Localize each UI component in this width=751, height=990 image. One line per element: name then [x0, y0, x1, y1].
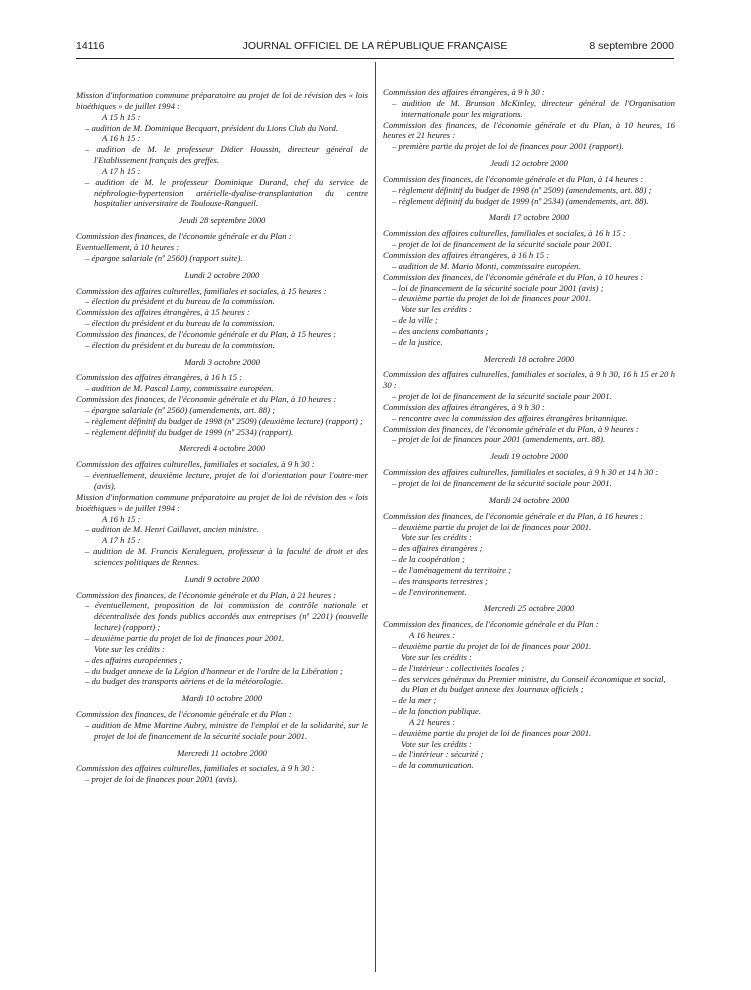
- agenda-item: – audition de Mme Martine Aubry, ministre de l'emploi et de la solidarité, sur le projet de loi de financement de la sécurité sociale pour 2001.: [85, 719, 368, 741]
- date-heading: Lundi 2 octobre 2000: [184, 269, 260, 280]
- agenda-item: – audition de M. Brunson McKinley, directeur général de l'Organisation internationale pour les migrations.: [392, 97, 675, 119]
- paragraph: Commission des affaires culturelles, familiales et sociales, à 9 h 30, 16 h 15 et 20 h 30 :: [383, 369, 675, 391]
- credit-item: – du budget des transports aériens et de la météorologie.: [85, 676, 284, 687]
- left-column: [76, 90, 368, 785]
- paragraph: Commission des finances, de l'économie générale et du Plan :: [76, 709, 292, 720]
- paragraph: Commission des affaires étrangères, à 16 h 15 :: [76, 372, 243, 383]
- date-heading: Lundi 9 octobre 2000: [184, 573, 260, 584]
- agenda-item: – audition de M. Francis Keraleguen, professeur à la faculté de droit et des sciences politiques de Rennes.: [85, 546, 368, 567]
- page-number: 14116: [76, 40, 105, 52]
- date-heading: Mercredi 4 octobre 2000: [178, 443, 266, 454]
- agenda-item: – projet de loi de financement de la sécurité sociale pour 2001.: [392, 391, 612, 402]
- date-heading: Mardi 10 octobre 2000: [181, 693, 263, 704]
- agenda-item: – deuxième partie du projet de loi de finances pour 2001.: [392, 521, 592, 532]
- issue-date: 8 septembre 2000: [589, 40, 674, 52]
- credit-item: – de la communication.: [392, 760, 474, 771]
- paragraph: Commission des finances, de l'économie générale et du Plan, à 14 heures :: [383, 173, 644, 184]
- date-heading: Mardi 24 octobre 2000: [488, 494, 570, 505]
- date-heading: Mercredi 11 octobre 2000: [177, 747, 267, 758]
- agenda-item: – épargne salariale (nº 2560) (amendements, art. 88) ;: [85, 404, 276, 415]
- agenda-item: – élection du président et du bureau de la commission.: [85, 339, 275, 350]
- agenda-item: – audition de M. le professeur Didier Houssin, directeur général de l'Etablissement français des greffes.: [85, 144, 368, 166]
- agenda-item: – règlement définitif du budget de 1998 (nº 2509) (deuxième lecture) (rapport) ;: [85, 415, 363, 426]
- agenda-item: – loi de financement de la sécurité sociale pour 2001 (avis) ;: [392, 282, 604, 293]
- paragraph: Commission des affaires culturelles, familiales et sociales, à 15 heures :: [76, 285, 327, 296]
- paragraph: Commission des affaires étrangères, à 9 h 30 :: [383, 401, 545, 412]
- agenda-item: – audition de M. Pascal Lamy, commissaire européen.: [85, 383, 274, 394]
- credit-item: – du budget annexe de la Légion d'honneur et de l'ordre de la Libération ;: [85, 665, 343, 676]
- time-label: A 15 h 15 :: [102, 111, 141, 122]
- agenda-item: – projet de loi de financement de la sécurité sociale pour 2001.: [392, 478, 612, 488]
- vote-label: Vote sur les crédits :: [401, 738, 472, 749]
- credit-item: – de la justice.: [392, 336, 443, 347]
- agenda-item: – deuxième partie du projet de loi de finances pour 2001.: [392, 640, 592, 651]
- right-column: [383, 87, 675, 771]
- agenda-item: – audition de M. Dominique Becquart, président du Lions Club du Nord.: [85, 122, 339, 133]
- paragraph: Commission des finances, de l'économie générale et du Plan, à 10 heures :: [383, 271, 644, 282]
- date-heading: Jeudi 28 septembre 2000: [178, 215, 266, 226]
- page-header: [76, 40, 674, 54]
- agenda-item: – projet de loi de financement de la sécurité sociale pour 2001.: [392, 239, 612, 250]
- agenda-item: – audition de M. le professeur Dominique Durand, chef du service de néphrologie-hypertension artérielle-dyalise-transplantation du centre hospitalier universitaire de Toulouse-Rangueil.: [85, 176, 368, 209]
- date-heading: Mardi 3 octobre 2000: [184, 356, 260, 367]
- vote-label: Vote sur les crédits :: [94, 643, 165, 654]
- vote-label: Vote sur les crédits :: [401, 304, 472, 315]
- journal-title: JOURNAL OFFICIEL DE LA RÉPUBLIQUE FRANÇAISE: [242, 40, 508, 52]
- paragraph: Commission des finances, de l'économie générale et du Plan, à 9 heures :: [383, 423, 639, 434]
- paragraph: Commission des finances, de l'économie générale et du Plan, à 10 heures :: [76, 394, 337, 405]
- header-rule: [76, 58, 674, 59]
- date-heading: Jeudi 19 octobre 2000: [490, 451, 568, 462]
- agenda-item: – projet de loi de finances pour 2001 (avis).: [85, 774, 238, 785]
- agenda-item: – deuxième partie du projet de loi de finances pour 2001.: [392, 293, 592, 304]
- credit-item: – des anciens combattants ;: [392, 325, 489, 336]
- paragraph: Commission des affaires étrangères, à 15 heures :: [76, 307, 250, 318]
- credit-item: – de l'intérieur : sécurité ;: [392, 749, 484, 760]
- agenda-item: – éventuellement, proposition de loi commission de contrôle nationale et décentralisée des fonds publics accordés aux entreprises (nº 2201) (nouvelle lecture) (rapport) ;: [85, 600, 368, 633]
- paragraph: Commission des finances, de l'économie générale et du Plan, à 15 heures :: [76, 328, 337, 339]
- paragraph: Commission des affaires étrangères, à 16 h 15 :: [383, 249, 550, 260]
- paragraph: Commission des affaires culturelles, familiales et sociales, à 16 h 15 :: [383, 228, 626, 239]
- credit-item: – de l'intérieur : collectivités locales ;: [392, 662, 525, 673]
- agenda-item: – épargne salariale (nº 2560) (rapport suite).: [85, 252, 243, 263]
- paragraph: Commission des finances, de l'économie générale et du Plan, à 10 heures, 16 heures et 21 heures :: [383, 119, 675, 141]
- time-label: A 16 h 15 :: [102, 513, 141, 524]
- agenda-item: – élection du président et du bureau de la commission.: [85, 296, 275, 307]
- agenda-item: – deuxième partie du projet de loi de finances pour 2001.: [392, 727, 592, 738]
- time-label: A 21 heures :: [409, 716, 456, 727]
- date-heading: Mercredi 25 octobre 2000: [483, 603, 575, 614]
- agenda-item: – éventuellement, deuxième lecture, projet de loi d'orientation pour l'outre-mer (avis).: [85, 470, 368, 491]
- credit-item: – de la mer ;: [392, 695, 437, 706]
- credit-item: – des affaires européennes ;: [85, 654, 183, 665]
- credit-item: – de la fonction publique.: [392, 706, 482, 717]
- paragraph: Commission des affaires culturelles, familiales et sociales, à 9 h 30 et 14 h 30 :: [383, 467, 659, 478]
- paragraph: Commission des finances, de l'économie générale et du Plan :: [383, 619, 599, 630]
- agenda-item: – projet de loi de finances pour 2001 (amendements, art. 88).: [392, 434, 606, 445]
- paragraph: Commission des finances, de l'économie générale et du Plan, à 21 heures :: [76, 589, 337, 600]
- date-heading: Mercredi 18 octobre 2000: [483, 353, 575, 364]
- paragraph: Commission des finances, de l'économie générale et du Plan :: [76, 231, 292, 242]
- date-heading: Mardi 17 octobre 2000: [488, 212, 570, 223]
- agenda-item: – règlement définitif du budget de 1999 (nº 2534) (rapport).: [85, 426, 294, 437]
- date-heading: Jeudi 12 octobre 2000: [490, 158, 568, 169]
- time-label: A 17 h 15 :: [102, 165, 141, 176]
- credit-item: – de l'aménagement du territoire ;: [392, 564, 512, 575]
- agenda-item: – règlement définitif du budget de 1999 (nº 2534) (amendements, art. 88).: [392, 195, 649, 206]
- agenda-item: – rencontre avec la commission des affaires étrangères britannique.: [392, 412, 628, 423]
- time-label: A 16 heures :: [409, 630, 456, 641]
- credit-item: – de l'environnement.: [392, 586, 467, 597]
- agenda-item: – première partie du projet de loi de finances pour 2001 (rapport).: [392, 141, 624, 152]
- vote-label: Vote sur les crédits :: [401, 532, 472, 543]
- credit-item: – des transports terrestres ;: [392, 575, 488, 586]
- paragraph: Commission des affaires culturelles, familiales et sociales, à 9 h 30 :: [76, 763, 315, 774]
- paragraph: Eventuellement, à 10 heures :: [76, 241, 180, 252]
- credit-item: – des services généraux du Premier ministre, du Conseil économique et social, du Plan et du budget annexe des Journaux officiels ;: [392, 673, 666, 695]
- agenda-item: – deuxième partie du projet de loi de finances pour 2001.: [85, 632, 285, 643]
- column-divider: [375, 62, 376, 972]
- paragraph: Commission des finances, de l'économie générale et du Plan, à 16 heures :: [383, 510, 644, 521]
- credit-item: – de la ville ;: [392, 315, 438, 326]
- vote-label: Vote sur les crédits :: [401, 651, 472, 662]
- credit-item: – des affaires étrangères ;: [392, 543, 483, 554]
- time-label: A 16 h 15 :: [102, 133, 141, 144]
- paragraph: Commission des affaires étrangères, à 9 h 30 :: [383, 87, 545, 97]
- paragraph: Commission des affaires culturelles, familiales et sociales, à 9 h 30 :: [76, 459, 315, 470]
- time-label: A 17 h 15 :: [102, 535, 141, 546]
- credit-item: – de la coopération ;: [392, 554, 465, 565]
- agenda-item: – élection du président et du bureau de la commission.: [85, 318, 275, 329]
- agenda-item: – audition de M. Mario Monti, commissaire européen.: [392, 260, 581, 271]
- paragraph: Mission d'information commune préparatoire au projet de loi de révision des « lois bioéthiques » de juillet 1994 :: [76, 90, 368, 111]
- agenda-item: – audition de M. Henri Caillavet, ancien ministre.: [85, 524, 259, 535]
- paragraph: Mission d'information commune préparatoire au projet de loi de révision des « lois bioéthiques » de juillet 1994 :: [76, 491, 368, 513]
- agenda-item: – règlement définitif du budget de 1998 (nº 2509) (amendements, art. 88) ;: [392, 184, 652, 195]
